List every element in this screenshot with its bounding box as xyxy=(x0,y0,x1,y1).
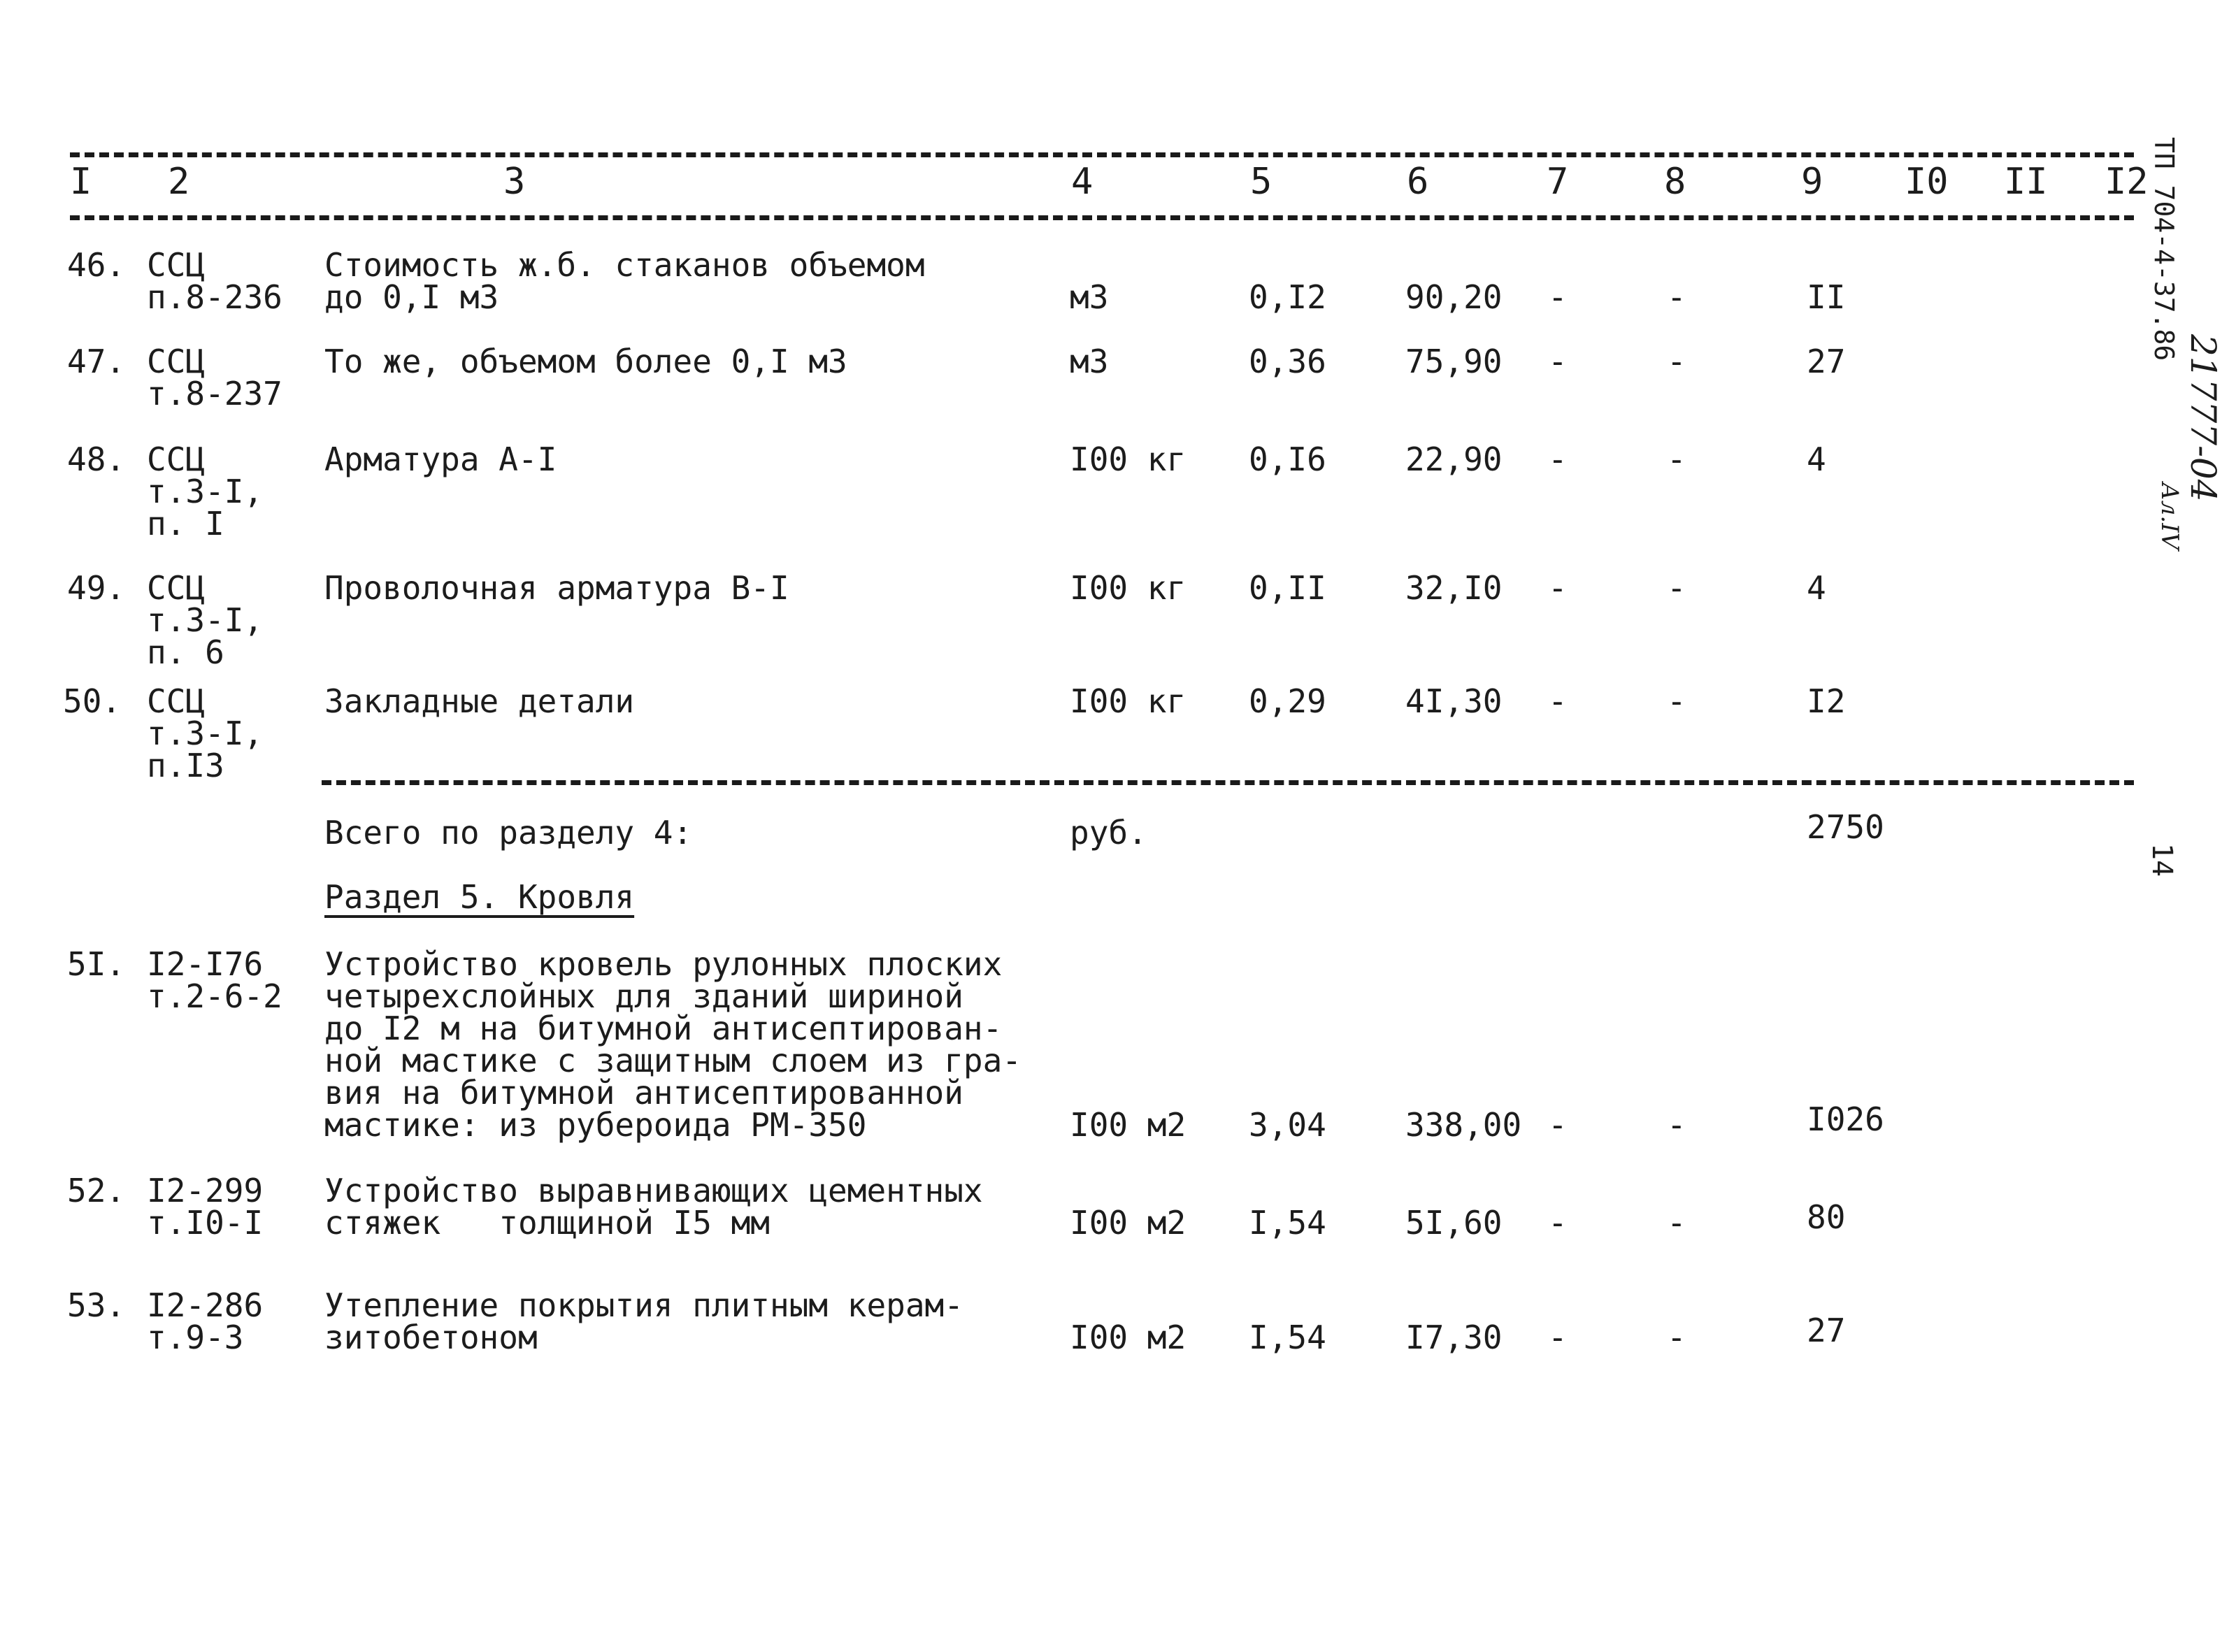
row-col7: - xyxy=(1548,682,1568,720)
row-code-line: т.3-I, xyxy=(147,714,264,752)
row-unit: I00 кг xyxy=(1070,569,1187,607)
row-unit: I00 кг xyxy=(1070,440,1187,478)
margin-album-sub: Ал.IV xyxy=(2156,482,2184,550)
row-quantity: 0,I6 xyxy=(1249,440,1326,478)
row-total: I026 xyxy=(1807,1100,1884,1138)
section-total-label: Всего по разделу 4: xyxy=(324,814,693,852)
row-col8: - xyxy=(1667,1204,1686,1242)
col-header-6: 6 xyxy=(1407,161,1429,203)
row-code-line: т.3-I, xyxy=(147,473,264,510)
row-number: 46. xyxy=(67,246,126,284)
margin-album-number: 21777-04 xyxy=(2183,334,2223,502)
row-quantity: 0,29 xyxy=(1249,682,1326,720)
row-number: 52. xyxy=(67,1172,126,1209)
row-total: 4 xyxy=(1807,440,1826,478)
row-unit-price: 5I,60 xyxy=(1405,1204,1503,1242)
row-unit: I00 м2 xyxy=(1070,1204,1187,1242)
row-code-line: т.3-I, xyxy=(147,601,264,639)
row-description-line: Устройство выравнивающих цементных xyxy=(324,1172,983,1209)
row-description-line: мастике: из рубероида РМ-350 xyxy=(324,1106,867,1144)
row-code-line: т.2-6-2 xyxy=(147,977,282,1015)
row-unit-price: 32,I0 xyxy=(1405,569,1503,607)
row-col8: - xyxy=(1667,1106,1686,1144)
row-unit: I00 м2 xyxy=(1070,1106,1187,1144)
row-code-line: п. 6 xyxy=(147,633,224,671)
row-unit: м3 xyxy=(1070,278,1109,316)
row-quantity: 3,04 xyxy=(1249,1106,1326,1144)
row-description-line: четырехслойных для зданий шириной xyxy=(324,977,963,1015)
row-number: 48. xyxy=(67,440,126,478)
subtotal-rule xyxy=(322,780,2134,785)
row-code-line: т.9-3 xyxy=(147,1319,244,1356)
row-col8: - xyxy=(1667,682,1686,720)
row-number: 5I. xyxy=(67,945,126,983)
col-header-4: 4 xyxy=(1071,161,1094,203)
row-number: 47. xyxy=(67,343,126,380)
col-header-1: I xyxy=(70,161,92,203)
section-total-unit: руб. xyxy=(1070,814,1147,852)
row-total: II xyxy=(1807,278,1846,316)
row-description-line: Стоимость ж.б. стаканов объемом xyxy=(324,246,925,284)
row-unit-price: 90,20 xyxy=(1405,278,1503,316)
col-header-10: I0 xyxy=(1905,161,1949,203)
col-header-11: II xyxy=(2004,161,2048,203)
row-total: 80 xyxy=(1807,1198,1846,1236)
row-unit-price: 4I,30 xyxy=(1405,682,1503,720)
row-code-line: ССЦ xyxy=(147,246,206,284)
row-description-line: Утепление покрытия плитным керам- xyxy=(324,1286,963,1324)
row-code-line: ССЦ xyxy=(147,569,206,607)
row-col8: - xyxy=(1667,1319,1686,1356)
row-col8: - xyxy=(1667,343,1686,380)
row-code-line: т.I0-I xyxy=(147,1204,264,1242)
row-description-line: вия на битумной антисептированной xyxy=(324,1074,963,1112)
row-quantity: 0,II xyxy=(1249,569,1326,607)
row-code-line: I2-I76 xyxy=(147,945,264,983)
row-total: 27 xyxy=(1807,1312,1846,1349)
margin-page-number: 14 xyxy=(2146,843,2178,877)
row-code-line: ССЦ xyxy=(147,440,206,478)
header-top-rule xyxy=(70,152,2134,157)
row-code-line: п.I3 xyxy=(147,747,224,784)
row-description-line: Арматура А-I xyxy=(324,440,557,478)
row-code-line: I2-286 xyxy=(147,1286,264,1324)
section-total-value: 2750 xyxy=(1807,808,1884,846)
row-description-line: до I2 м на битумной антисептирован- xyxy=(324,1010,1003,1047)
col-header-12: I2 xyxy=(2105,161,2149,203)
row-total: 4 xyxy=(1807,569,1826,607)
col-header-5: 5 xyxy=(1250,161,1273,203)
row-col7: - xyxy=(1548,1204,1568,1242)
row-col7: - xyxy=(1548,440,1568,478)
row-col7: - xyxy=(1548,343,1568,380)
row-code-line: п.8-236 xyxy=(147,278,282,316)
row-number: 50. xyxy=(63,682,122,720)
row-description-line: ной мастике с защитным слоем из гра- xyxy=(324,1042,1022,1079)
row-quantity: I,54 xyxy=(1249,1204,1326,1242)
row-unit: I00 м2 xyxy=(1070,1319,1187,1356)
row-number: 49. xyxy=(67,569,126,607)
header-bottom-rule xyxy=(70,215,2134,220)
row-unit: м3 xyxy=(1070,343,1109,380)
row-col7: - xyxy=(1548,1106,1568,1144)
row-quantity: 0,I2 xyxy=(1249,278,1326,316)
row-code-line: I2-299 xyxy=(147,1172,264,1209)
row-description-line: То же, объемом более 0,I м3 xyxy=(324,343,847,380)
row-quantity: 0,36 xyxy=(1249,343,1326,380)
row-col7: - xyxy=(1548,569,1568,607)
row-description-line: стяжек толщиной I5 мм xyxy=(324,1204,770,1242)
row-description-line: Устройство кровель рулонных плоских xyxy=(324,945,1003,983)
row-unit: I00 кг xyxy=(1070,682,1187,720)
col-header-2: 2 xyxy=(168,161,190,203)
row-col8: - xyxy=(1667,440,1686,478)
row-unit-price: 22,90 xyxy=(1405,440,1503,478)
row-code-line: т.8-237 xyxy=(147,375,282,412)
row-description-line: Закладные детали xyxy=(324,682,635,720)
col-header-9: 9 xyxy=(1801,161,1823,203)
row-unit-price: 75,90 xyxy=(1405,343,1503,380)
row-col7: - xyxy=(1548,1319,1568,1356)
row-description-line: Проволочная арматура В-I xyxy=(324,569,789,607)
margin-document-code: ТП 704-4-37.86 xyxy=(2149,137,2179,361)
section-heading: Раздел 5. Кровля xyxy=(324,878,635,916)
row-unit-price: I7,30 xyxy=(1405,1319,1503,1356)
row-total: I2 xyxy=(1807,682,1846,720)
col-header-7: 7 xyxy=(1547,161,1569,203)
col-header-3: 3 xyxy=(503,161,526,203)
row-col7: - xyxy=(1548,278,1568,316)
row-quantity: I,54 xyxy=(1249,1319,1326,1356)
row-description-line: зитобетоном xyxy=(324,1319,538,1356)
row-code-line: ССЦ xyxy=(147,682,206,720)
row-total: 27 xyxy=(1807,343,1846,380)
row-col8: - xyxy=(1667,569,1686,607)
row-code-line: ССЦ xyxy=(147,343,206,380)
row-unit-price: 338,00 xyxy=(1405,1106,1522,1144)
row-code-line: п. I xyxy=(147,505,224,543)
col-header-8: 8 xyxy=(1664,161,1686,203)
row-description-line: до 0,I м3 xyxy=(324,278,499,316)
row-col8: - xyxy=(1667,278,1686,316)
row-number: 53. xyxy=(67,1286,126,1324)
